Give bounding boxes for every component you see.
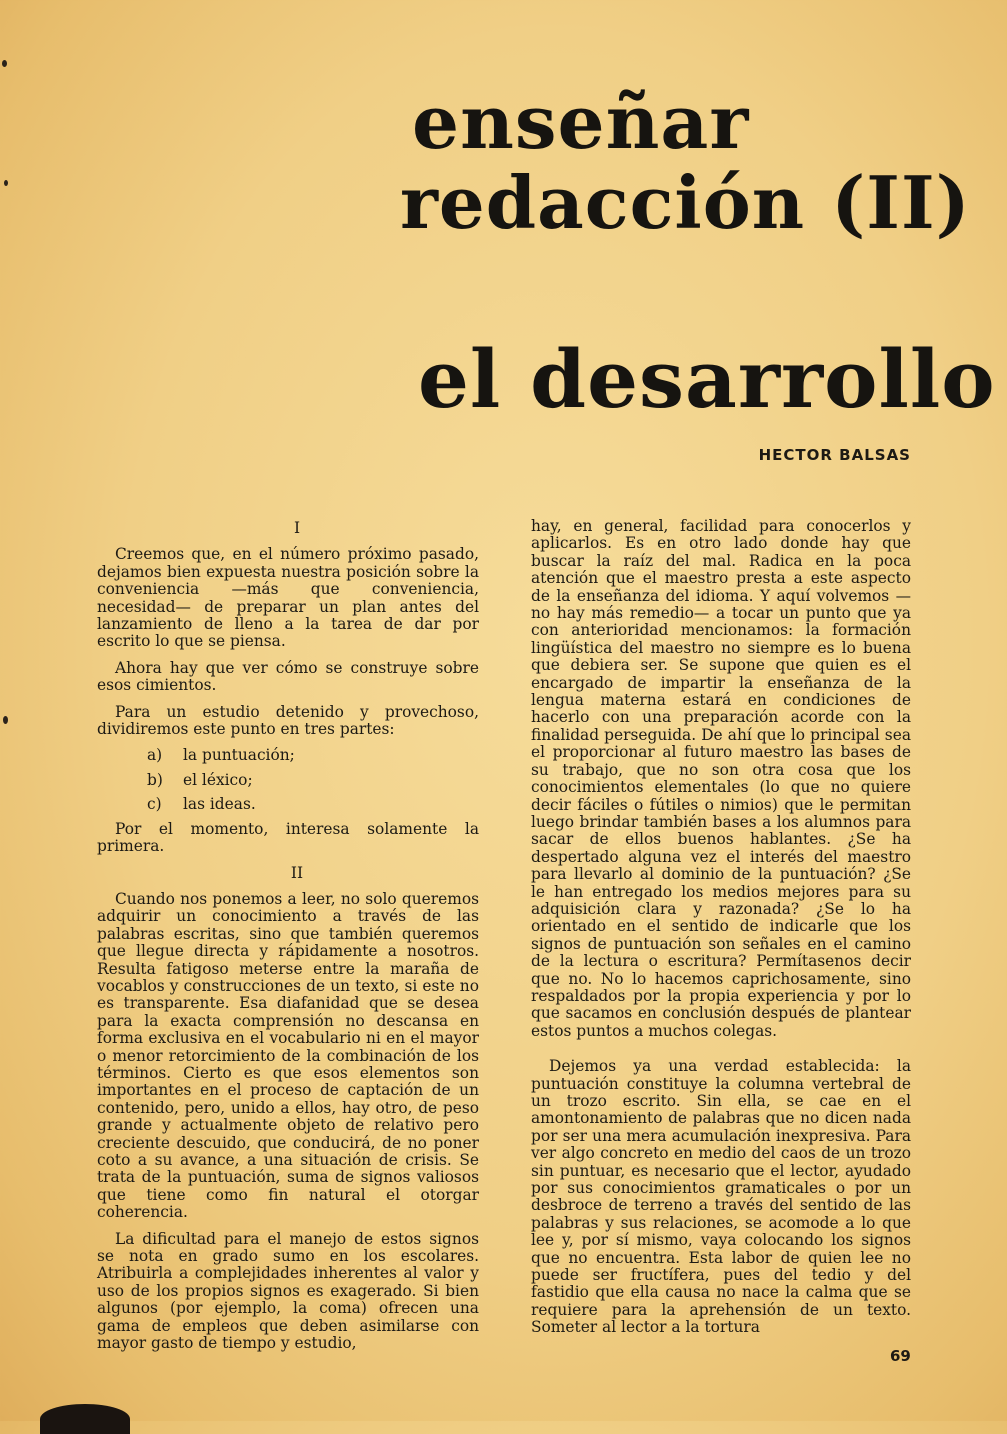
edge-speck xyxy=(2,60,7,67)
section-heading-2: II xyxy=(290,863,304,882)
ink-blot xyxy=(40,1404,130,1434)
paragraph: Por el momento, interesa solamente la primera. xyxy=(97,819,479,856)
paragraph: Ahora hay que ver cómo se construye sobre esos cimientos. xyxy=(97,658,479,695)
author-name: HECTOR BALSAS xyxy=(758,446,911,464)
paragraph: Dejemos ya una verdad establecida: la puntuación constituye la columna vertebral de un trozo escrito. Sin ella, se cae en el amontonamiento de palabras que no dicen nada por ser una mera acumulación inexpresiva. Para ver algo concreto en medio del caos de un trozo sin puntuar, es necesario que el lector, ayudado por sus conocimientos gramaticales o por un desbroce de terreno a través del sentido de las palabras y sus relaciones, se acomode a lo que lee y, por sí mismo, vaya colocando los signos que no encuentra. Esta labor de quien lee no puede ser fructífera, pues del tedio y del fastidio que ella causa no nace la calma que se requiere para la aprehensión de un texto. Someter al lector a la tortura xyxy=(531,1057,911,1337)
page-number: 69 xyxy=(890,1347,911,1365)
paragraph: La dificultad para el manejo de estos signos se nota en grado sumo en los escolares. Atribuirla a complejidades inherentes al valor y uso de los propios signos es exagerado. Si bien algunos (por ejemplo, la coma) ofrecen una gama de empleos que deben asimilarse con mayor gasto de tiempo y estudio, xyxy=(97,1229,479,1353)
list-item xyxy=(147,796,479,813)
list-label: a) xyxy=(147,746,163,765)
title-line-3: el desarrollo xyxy=(418,332,996,426)
title-line-2: redacción (II) xyxy=(400,160,971,245)
right-column xyxy=(531,518,911,1346)
paragraph: hay, en general, facilidad para conocerlos y aplicarlos. Es en otro lado donde hay que buscar la raíz del mal. Radica en la poca atención que el maestro presta a este aspecto de la enseñanza del idioma. Y aquí volvemos —no hay más remedio— a tocar un punto que ya con anterioridad mencionamos: la formación lingüística del maestro no siempre es lo buena que debiera ser. Se supone que quien es el encargado de impartir la enseñanza de la lengua materna estará en condiciones de hacerlo con una preparación acorde con la finalidad perseguida. De ahí que lo principal sea el proporcionar al futuro maestro las bases de su trabajo, que no son otra cosa que los conocimientos elementales (lo que no quiere decir fáciles o fútiles o nimios) que le permitan luego brindar también bases a los alumnos para sacar de ellos buenos hablantes. ¿Se ha despertado alguna vez el interés del maestro para llevarlo al dominio de la puntuación? ¿Se le han entregado los medios mejores para su adquisición clara y razonada? ¿Se lo ha orientado en el sentido de indicarle que los signos de puntuación son señales en el camino de la lectura o escritura? Permítasenos decir que no. No lo hacemos caprichosamente, sino respaldados por la propia experiencia y por lo que sacamos en conclusión después de plantear estos puntos a muchos colegas. xyxy=(531,517,911,1040)
paragraph: Para un estudio detenido y provechoso, dividiremos este punto en tres partes: xyxy=(97,702,479,739)
edge-speck xyxy=(4,180,8,186)
list-text: la puntuación; xyxy=(183,746,295,765)
paragraph: Cuando nos ponemos a leer, no solo queremos adquirir un conocimiento a través de las palabras escritas, sino que también queremos que llegue directa y rápidamente a nosotros. Resulta fatigoso meterse entre la maraña de vocablos y construcciones de un texto, si este no es transparente. Esa diafanidad que se desea para la exacta comprensión no descansa en forma exclusiva en el vocabulario ni en el mayor o menor retorcimiento de la combinación de los términos. Cierto es que esos elementos son importantes en el proceso de captación de un contenido, pero, unido a ellos, hay otro, de peso grande y actualmente objeto de relativo pero creciente descuido, que conducirá, de no poner coto a su avance, a una situación de crisis. Se trata de la puntuación, suma de signos valiosos que tiene como fin natural el otorgar coherencia. xyxy=(97,889,479,1222)
list-label: b) xyxy=(147,770,163,789)
title-line-1: enseñar xyxy=(412,80,750,166)
list-text: el léxico; xyxy=(183,770,253,789)
edge-speck xyxy=(3,716,8,724)
section-heading-1: I xyxy=(293,519,301,537)
list-text: las ideas. xyxy=(183,795,256,814)
paragraph: Creemos que, en el número próximo pasado, dejamos bien expuesta nuestra posición sobre la conveniencia —más que conveniencia, necesidad— de preparar un plan antes del lanzamiento de lleno a la tarea de dar por escrito lo que se piensa. xyxy=(97,545,479,651)
list-item xyxy=(147,772,479,789)
list-label: c) xyxy=(147,795,162,814)
list-item xyxy=(147,747,479,764)
left-column xyxy=(97,520,479,1361)
